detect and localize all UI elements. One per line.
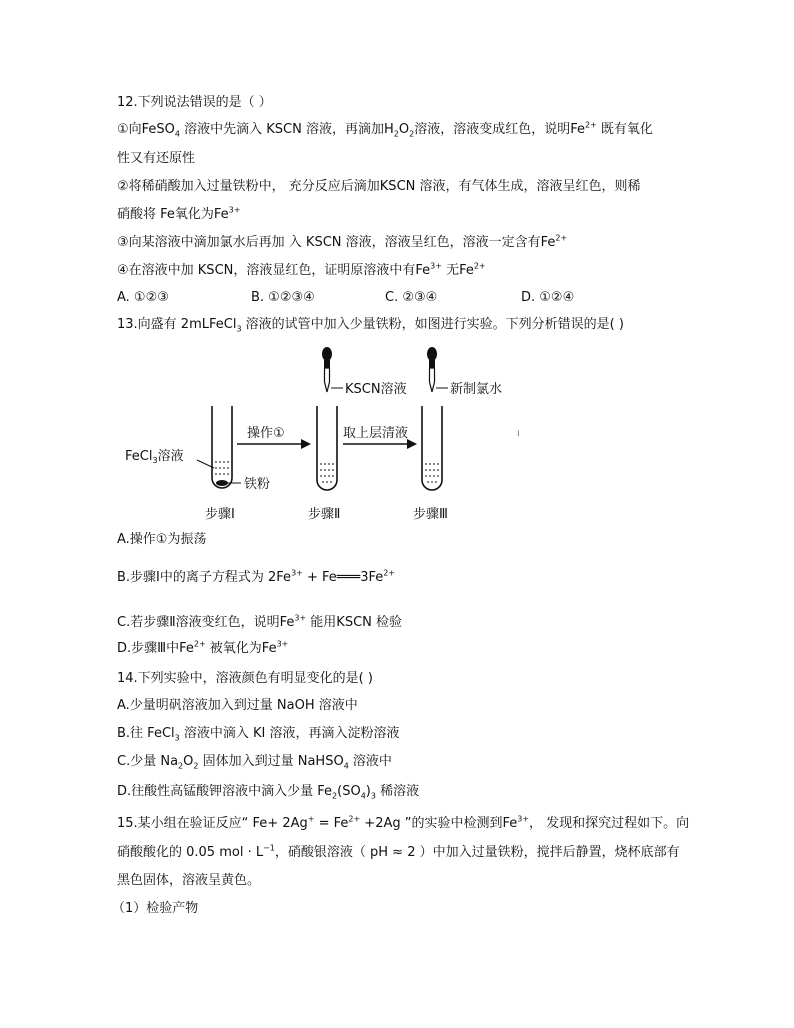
label-kscn-solution: KSCN溶液 [345,382,407,397]
label-step-1: 步骤Ⅰ [205,507,235,522]
q12-statement-3: ③向某溶液中滴加氯水后再加 入 KSCN 溶液，溶液呈红色，溶液一定含有$Fe^{2+}$ [117,233,568,250]
q12-option-a: A. ①②③ [117,290,169,305]
q14-option-b: B.往 FeCl$_3$ 溶液中滴入 KI 溶液，再滴入淀粉溶液 [117,726,400,743]
q15-line-1: 15.某小组在验证反应“ $Fe+ 2Ag^+ = Fe^{2+} +2Ag$ ”的实验中检测到$Fe^{3+}$， 发现和探究过程如下。向 [117,814,690,831]
label-take-supernatant: 取上层清液 [343,426,409,441]
q15-subquestion-1: （1）检验产物 [112,901,199,916]
q13-experiment-figure [117,342,503,524]
q14-stem: 14.下列实验中，溶液颜色有明显变化的是( ) [117,671,373,686]
q13-option-b: B.步骤Ⅰ中的离子方程式为 $2Fe^{3+}$ + $Fe═══3Fe^{2+}$ [117,568,396,585]
label-iron-powder: 铁粉 [244,477,271,492]
q12-statement-2-cont: 硝酸将 Fe氧化为$Fe^{3+}$ [117,205,241,222]
dropper-chlorine [427,347,437,392]
q12-statement-2: ②将稀硝酸加入过量铁粉中， 充分反应后滴加KSCN 溶液，有气体生成，溶液呈红色，则稀 [117,179,641,194]
label-step-3: 步骤Ⅲ [413,507,448,522]
test-tube-step-3 [422,406,442,490]
q14-option-c: C.少量 $Na_2O_2$ 固体加入到过量 NaHSO$_4$ 溶液中 [117,754,392,771]
test-tube-step-1 [212,406,232,488]
q15-line-3: 黑色固体，溶液呈黄色。 [117,873,261,888]
q12-option-d: D. ①②④ [521,290,575,305]
q12-option-c: C. ②③④ [385,290,438,305]
label-step-2: 步骤Ⅱ [308,507,341,522]
test-tube-step-2 [317,406,337,490]
q13-option-a: A.操作①为振荡 [117,532,207,547]
q13-stem: 13.向盛有 2mLFeCl$_3$ 溶液的试管中加入少量铁粉，如图进行实验。下列分析错误的是( ) [117,317,624,334]
stray-mark: ı [517,428,520,439]
dropper-kscn [322,347,332,392]
q12-stem: 12.下列说法错误的是（ ） [117,95,272,110]
q13-option-d: D.步骤Ⅲ中$Fe^{2+}$ 被氧化为$Fe^{3+}$ [117,639,289,656]
q12-statement-1-cont: 性又有还原性 [117,151,196,166]
q12-statement-4: ④在溶液中加 KSCN，溶液显红色，证明原溶液中有$Fe^{3+}$ 无$Fe^{2+}$ [117,261,486,278]
label-operation-1: 操作① [247,426,285,441]
label-fecl3-solution: FeCl$_3$溶液 [125,449,184,465]
q13-option-c: C.若步骤Ⅱ溶液变红色，说明$Fe^{3+}$ 能用KSCN 检验 [117,613,403,630]
q14-option-d: D.往酸性高锰酸钾溶液中滴入少量 $Fe_2(SO_4)_3$ 稀溶液 [117,784,420,801]
q14-option-a: A.少量明矾溶液加入到过量 NaOH 溶液中 [117,698,358,713]
q12-option-b: B. ①②③④ [251,290,315,305]
label-chlorine-water: 新制氯水 [450,382,503,397]
q15-line-2: 硝酸酸化的 0.05 mol · $L^{-1}$，硝酸银溶液（ pH ≈ 2 ）中加入过量铁粉，搅拌后静置，烧杯底部有 [117,843,680,860]
q12-statement-1: ①向FeSO$_4$ 溶液中先滴入 KSCN 溶液，再滴加$H_2O_2$溶液，溶液变成红色，说明$Fe^{2+}$ 既有氧化 [117,120,653,139]
iron-powder [216,480,228,486]
